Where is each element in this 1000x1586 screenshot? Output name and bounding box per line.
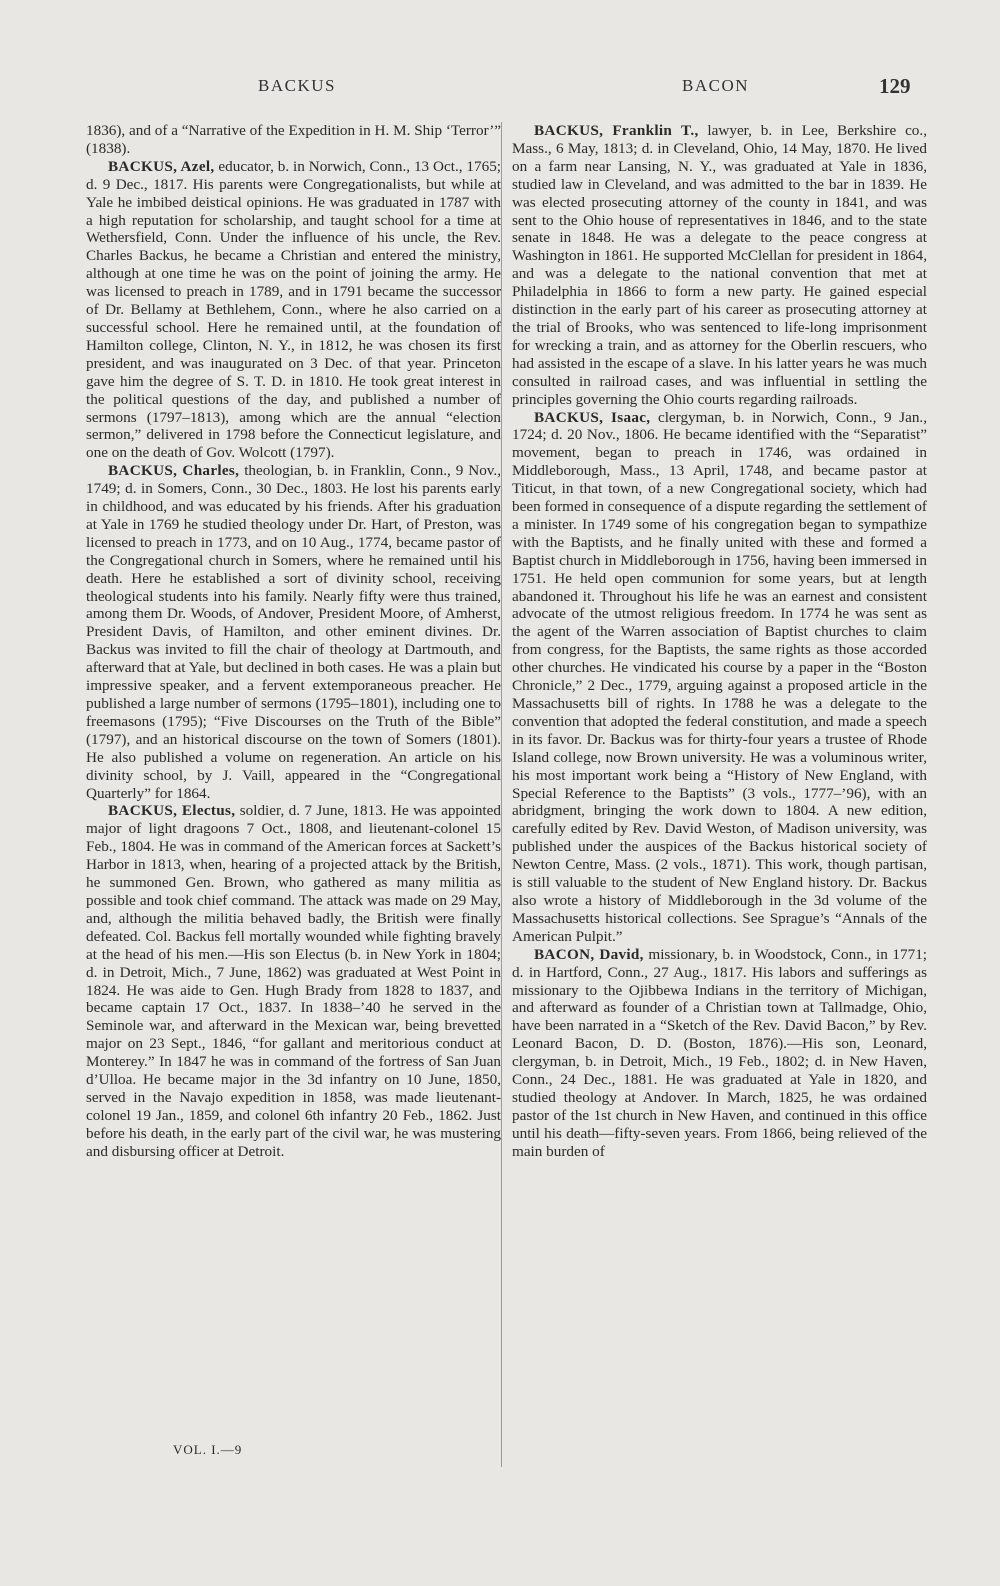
entry-text: lawyer, b. in Lee, Berkshire co., Mass., 6 May, 1813; d. in Cleveland, Ohio, 14 May, 1870. He lived on a farm near Lansing, N. Y., was graduated at Yale in 1836, studied law in Cleveland, and was admitted to the bar in 1839. He was elected prosecuting attorney of the county in 1841, and was sent to the Ohio house of representatives in 1846, and to the state senate in 1848. He was a delegate to the peace congress at Washington in 1861. He supported McClellan for president in 1864, and was a delegate to the national convention that met at Philadelphia in 1866 to form a new party. He gained especial distinction in the early part of his career as prosecuting attorney at the trial of Brooks, who was sentenced to life-long imprisonment for wrecking a train, and as attorney for the Oberlin rescuers, who had assisted in the escape of a slave. In his latter years he was much consulted in railroad cases, and was influential in settling the principles governing the Ohio courts regarding railroads.: [512, 122, 927, 408]
entry-text: missionary, b. in Woodstock, Conn., in 1771; d. in Hartford, Conn., 27 Aug., 1817. His labors and sufferings as missionary to the Ojibbewa Indians in the territory of Michigan, and afterward as founder of a Christian town at Tallmadge, Ohio, have been narrated in a “Sketch of the Rev. David Bacon,” by Rev. Leonard Bacon, D. D. (Boston, 1876).—His son, Leonard, clergyman, b. in Detroit, Mich., 19 Feb., 1802; d. in New Haven, Conn., 24 Dec., 1881. He was graduated at Yale in 1820, and studied theology at Andover. In March, 1825, he was ordained pastor of the 1st church in New Haven, and continued in this office until his death—fifty-seven years. From 1866, being relieved of the main burden of: [512, 945, 928, 1160]
entry-continuation: [86, 122, 501, 158]
entry-bacon-david: [512, 946, 927, 1161]
entry-headword: BACKUS, Franklin T.,: [534, 122, 699, 139]
left-column: [86, 122, 501, 1161]
entry-headword: BACKUS, Azel,: [108, 157, 215, 175]
entry-backus-azel: [86, 158, 501, 462]
entry-text: soldier, d. 7 June, 1813. He was appointed major of light dragoons 7 Oct., 1808, and lieutenant-colonel 15 Feb., 1804. He was in command of the American forces at Sackett’s Harbor in 1813, when, hearing of a projected attack by the British, he summoned Gen. Brown, who gathered as many militia as possible and took chief command. The attack was made on 29 May, and, although the militia behaved badly, the British were finally defeated. Col. Backus fell mortally wounded while fighting bravely at the head of his men.—His son Electus (b. in New York in 1804; d. in Detroit, Mich., 7 June, 1862) was graduated at West Point in 1824. He was aide to Gen. Hugh Brady from 1828 to 1837, and became captain 17 Oct., 1837. In 1838–’40 he served in the Seminole war, and afterward in the Mexican war, being brevetted major on 23 Sept., 1846, “for gallant and meritorious conduct at Monterey.” In 1847 he was in command of the fortress of San Juan d’Ulloa. He became major in the 3d infantry on 10 June, 1850, served in the Navajo expedition in 1858, was made lieutenant-colonel 19 Jan., 1859, and colonel 6th infantry 20 Feb., 1862. Just before his death, in the early part of the civil war, he was mustering and disbursing officer at Detroit.: [86, 802, 501, 1160]
page-number: 129: [879, 74, 911, 98]
entry-backus-franklin: [512, 122, 927, 409]
left-running-head: BACKUS: [258, 76, 336, 95]
entry-headword: BACON, David,: [534, 945, 644, 963]
entry-text: clergyman, b. in Norwich, Conn., 9 Jan., 1724; d. 20 Nov., 1806. He became identified with the “Separatist” movement, began to preach in 1746, was ordained in Middleborough, Mass., 13 April, 1748, and became pastor at Titicut, in that town, of a new Congregational society, which had been formed in consequence of a dispute regarding the settlement of a minister. In 1749 some of his congregation began to sympathize with the Baptists, and he finally united with these and formed a Baptist church in Middleborough in 1756, having been immersed in 1751. He held open communion for some years, but at length abandoned it. Throughout his life he was an earnest and consistent advocate of the utmost religious freedom. In 1774 he was sent as the agent of the Warren association of Baptist churches to claim from congress, for the Baptists, the same rights as those accorded other churches. He vindicated his course by a paper in the “Boston Chronicle,” 2 Dec., 1779, arguing against a proposed article in the Massachusetts bill of rights. In 1788 he was a delegate to the convention that adopted the federal constitution, and made a speech in its favor. Dr. Backus was for thirty-four years a trustee of Rhode Island college, now Brown university. He was a voluminous writer, his most important work being a “History of New England, with Special Reference to the Baptists” (3 vols., 1777–’96), with an abridgment, bringing the work down to 1804. A new edition, carefully edited by Rev. David Weston, of Madison university, was published under the auspices of the Backus historical society of Newton Centre, Mass. (2 vols., 1871). This work, though partisan, is still valuable to the student of New England history. Dr. Backus also wrote a history of Middleborough in the 3d volume of the Massachusetts historical collections. See Sprague’s “Annals of the American Pulpit.”: [512, 408, 928, 945]
entry-backus-charles: [86, 462, 501, 802]
entry-headword: BACKUS, Charles,: [108, 462, 240, 480]
running-header: [0, 70, 1000, 100]
signature-mark: VOL. I.—9: [173, 1442, 243, 1457]
entry-headword: BACKUS, Isaac,: [534, 408, 651, 426]
right-column: [512, 122, 927, 1161]
entry-headword: BACKUS, Electus,: [108, 802, 236, 820]
entry-text: theologian, b. in Franklin, Conn., 9 Nov., 1749; d. in Somers, Conn., 30 Dec., 1803. He lost his parents early in childhood, and was educated by his friends. After his graduation at Yale in 1769 he studied theology under Dr. Hart, of Preston, was licensed to preach in 1773, and on 10 Aug., 1774, became pastor of the Congregational church in Somers, where he remained until his death. Here he established a sort of divinity school, receiving theological students into his family. Nearly fifty were thus trained, among them Dr. Woods, of Andover, President Moore, of Amherst, President Davis, of Hamilton, and other eminent divines. Dr. Backus was invited to fill the chair of theology at Dartmouth, and afterward that at Yale, but declined in both cases. He was a plain but impressive speaker, and a fervent extemporaneous preacher. He published a large number of sermons (1795–1801), including one to freemasons (1795); “Five Discourses on the Truth of the Bible” (1797), and an historical discourse on the town of Somers (1801). He also published a volume on regeneration. An article on his divinity school, by J. Vaill, appeared in the “Congregational Quarterly” for 1864.: [86, 462, 502, 802]
entry-text: 1836), and of a “Narrative of the Expedition in H. M. Ship ‘Terror’” (1838).: [86, 122, 501, 157]
entry-backus-isaac: [512, 409, 927, 946]
entry-backus-electus: [86, 802, 501, 1160]
column-divider: [501, 122, 502, 1467]
entry-text: educator, b. in Norwich, Conn., 13 Oct., 1765; d. 9 Dec., 1817. His parents were Congregationalists, but while at Yale he imbibed deistical opinions. He was graduated in 1787 with a high reputation for scholarship, and taught school for a time at Wethersfield, Conn. Under the influence of his uncle, the Rev. Charles Backus, he became a Christian and entered the ministry, although at one time he was on the point of joining the army. He was licensed to preach in 1789, and in 1791 became the successor of Dr. Bellamy at Bethlehem, Conn., where he also carried on a successful school. Here he remained until, at the foundation of Hamilton college, Clinton, N. Y., in 1812, he was chosen its first president, and was inaugurated on 3 Dec. of that year. Princeton gave him the degree of S. T. D. in 1810. He took great interest in the political questions of the day, and published a number of sermons (1797–1813), among which are the annual “election sermon,” delivered in 1798 before the Connecticut legislature, and one on the death of Gov. Wolcott (1797).: [86, 157, 502, 462]
right-running-head: BACON: [682, 76, 750, 95]
